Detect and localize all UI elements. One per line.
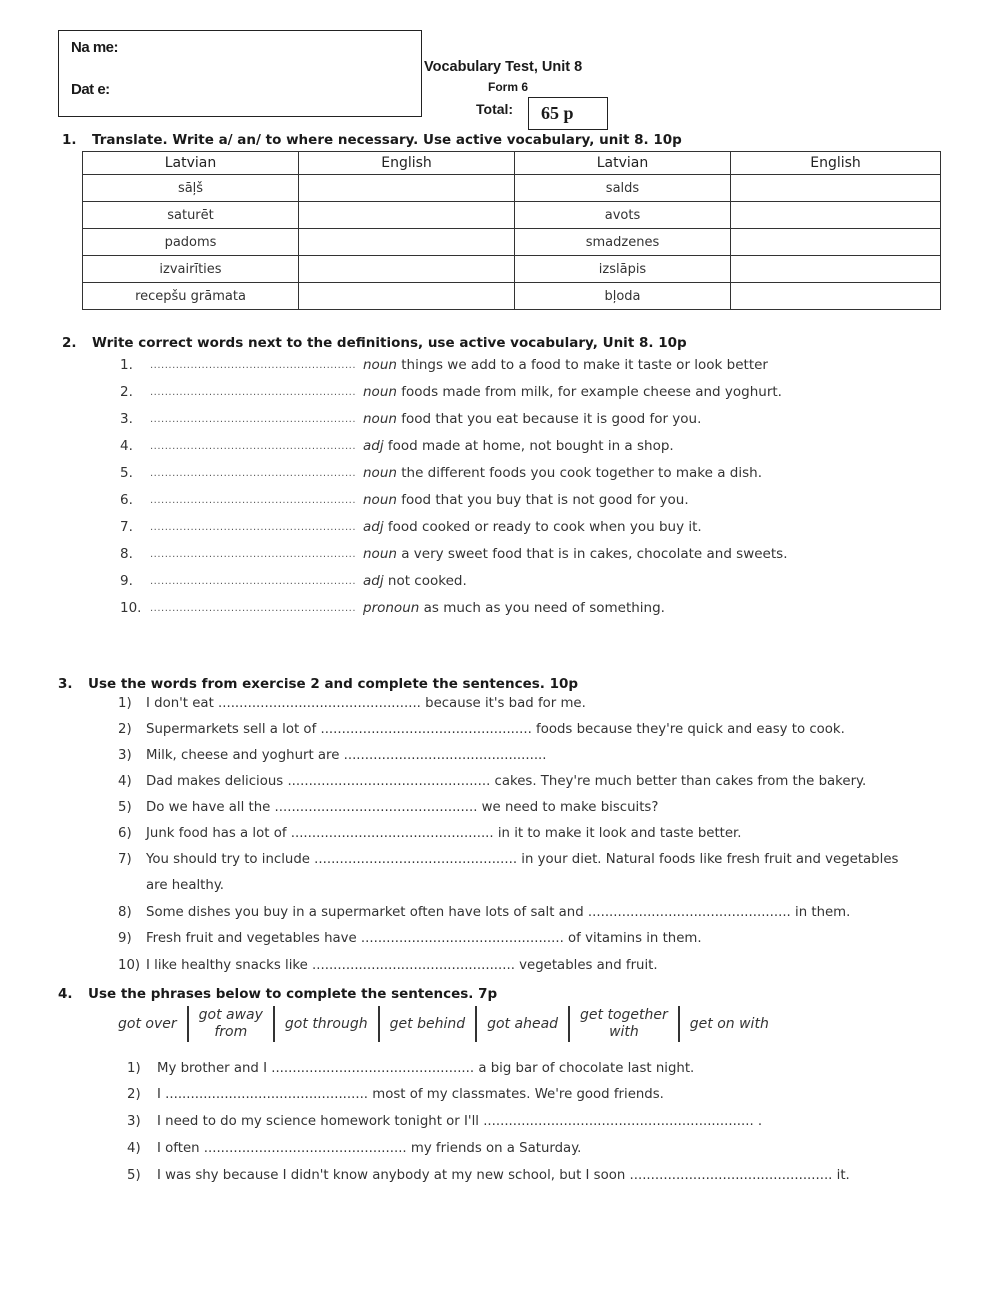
answer-blank[interactable]: ........................................................ [150, 468, 357, 479]
table-row [83, 175, 941, 202]
sentence [127, 1114, 762, 1129]
phrase [275, 1016, 378, 1033]
sentence-number: 2) [118, 722, 132, 737]
name-date-box [58, 30, 422, 117]
sentence-number: 5) [118, 800, 132, 815]
task1-heading [62, 132, 682, 148]
latvian-word: smadzenes [515, 229, 731, 256]
definition-item [120, 492, 880, 519]
total-label: Total: [476, 101, 514, 117]
sentence-text: Junk food has a lot of ................................................ in it to make it look and taste better. [146, 826, 742, 841]
latvian-word: izvairīties [83, 256, 299, 283]
answer-blank[interactable]: ........................................................ [150, 360, 357, 371]
definition-item [120, 573, 880, 600]
task4-title: Use the phrases below to complete the sentences. 7p [88, 986, 498, 1002]
answer-blank[interactable]: ........................................................ [150, 414, 357, 425]
sentence-text: You should try to include ................................................ in your diet. Natural foods like fresh fruit and vegetables [146, 852, 899, 867]
answer-blank[interactable]: ........................................................ [150, 441, 357, 452]
item-number: 1. [120, 357, 133, 373]
sentence [118, 958, 658, 973]
sentence-number: 7) [118, 852, 132, 867]
sentence-text: Do we have all the ................................................ we need to make biscuits? [146, 800, 659, 815]
table-row [83, 256, 941, 283]
phrase-line: got over [118, 1015, 177, 1032]
definition-text: not cooked. [383, 573, 467, 589]
sentence [118, 878, 224, 893]
sentence [118, 696, 586, 711]
sentence-number: 2) [127, 1087, 141, 1102]
latvian-word: salds [515, 175, 731, 202]
task3-number: 3. [58, 676, 73, 692]
sentence-text: Milk, cheese and yoghurt are ................................................ [146, 748, 547, 763]
definition-item [120, 411, 880, 438]
phrase-line: got ahead [487, 1015, 559, 1032]
sentence-text: Fresh fruit and vegetables have ................................................ of vitamins in them. [146, 931, 702, 946]
phrase-bank [108, 1004, 948, 1044]
phrase-line: get on with [689, 1015, 769, 1032]
definition-item [120, 519, 880, 546]
answer-blank[interactable]: ........................................................ [150, 522, 357, 533]
sentence-text: My brother and I ................................................ a big bar of chocolate last night. [157, 1061, 695, 1076]
task1-number: 1. [62, 132, 77, 148]
task4-heading [58, 986, 497, 1002]
sentence [118, 722, 845, 737]
sentence-number: 9) [118, 931, 132, 946]
sentence [118, 826, 742, 841]
test-title: Vocabulary Test, Unit 8 [424, 59, 583, 75]
phrase-line: get behind [389, 1015, 466, 1032]
definition-text: things we add to a food to make it taste or look better [396, 357, 768, 373]
definition-text: food made at home, not bought in a shop. [383, 438, 674, 454]
sentence [127, 1061, 694, 1076]
part-of-speech: noun [363, 411, 397, 427]
english-answer-cell[interactable] [731, 283, 941, 310]
phrase [477, 1016, 568, 1033]
definition-item [120, 438, 880, 465]
sentence-text: I often ................................................ my friends on a Saturday. [157, 1141, 582, 1156]
english-answer-cell[interactable] [299, 175, 515, 202]
answer-blank[interactable]: ........................................................ [150, 495, 357, 506]
sentence [118, 774, 866, 789]
latvian-word: sāļš [83, 175, 299, 202]
definition-item [120, 600, 880, 627]
part-of-speech: adj [363, 519, 384, 535]
item-number: 7. [120, 519, 133, 535]
latvian-word: saturēt [83, 202, 299, 229]
latvian-word: recepšu grāmata [83, 283, 299, 310]
task1-title: Translate. Write a/ an/ to where necessary. Use active vocabulary, unit 8. 10p [92, 132, 682, 148]
answer-blank[interactable]: ........................................................ [150, 387, 357, 398]
sentence-text: are healthy. [146, 878, 225, 893]
phrase [108, 1016, 187, 1033]
definition-text: a very sweet food that is in cakes, chocolate and sweets. [396, 546, 788, 562]
task3-title: Use the words from exercise 2 and complete the sentences. 10p [88, 676, 579, 692]
phrase-line: got through [284, 1015, 368, 1032]
answer-blank[interactable]: ........................................................ [150, 576, 357, 587]
sentence-number: 1) [118, 696, 132, 711]
vocab-table [82, 151, 941, 310]
task2-number: 2. [62, 335, 77, 351]
sentence-number: 3) [118, 748, 132, 763]
sentence-text: I was shy because I didn't know anybody at my new school, but I soon ................................................ it. [157, 1168, 850, 1183]
item-number: 4. [120, 438, 133, 454]
definition-item [120, 465, 880, 492]
date-label: Dat e: [71, 81, 110, 98]
form-label: Form 6 [488, 80, 529, 94]
part-of-speech: noun [363, 465, 397, 481]
item-number: 3. [120, 411, 133, 427]
item-number: 6. [120, 492, 133, 508]
part-of-speech: adj [363, 438, 384, 454]
phrase-line: got away [198, 1007, 263, 1023]
sentence-text: I need to do my science homework tonight or I'll ................................................................ . [157, 1114, 763, 1129]
sentence-number: 8) [118, 905, 132, 920]
item-number: 10. [120, 600, 142, 616]
part-of-speech: noun [363, 546, 397, 562]
sentence-number: 3) [127, 1114, 141, 1129]
definition-text: the different foods you cook together to make a dish. [396, 465, 763, 481]
task3-heading [58, 676, 578, 692]
phrase [570, 1007, 678, 1041]
sentence-number: 4) [118, 774, 132, 789]
phrase-line: get together [580, 1007, 668, 1023]
sentence-text: Some dishes you buy in a supermarket often have lots of salt and ................................................ in them. [146, 905, 851, 920]
sentence [127, 1087, 664, 1102]
item-number: 9. [120, 573, 133, 589]
part-of-speech: noun [363, 384, 397, 400]
task2-heading [62, 335, 687, 351]
definition-text: food cooked or ready to cook when you buy it. [383, 519, 702, 535]
english-answer-cell[interactable] [731, 229, 941, 256]
answer-blank[interactable]: ........................................................ [150, 603, 357, 614]
phrase [380, 1016, 475, 1033]
english-answer-cell[interactable] [731, 202, 941, 229]
table-header-row [83, 152, 941, 175]
sentence-text: Supermarkets sell a lot of .................................................. foods because they're quick and easy to cook. [146, 722, 845, 737]
definition-text: foods made from milk, for example cheese and yoghurt. [396, 384, 782, 400]
sentence-number: 6) [118, 826, 132, 841]
part-of-speech: noun [363, 357, 397, 373]
item-number: 8. [120, 546, 133, 562]
table-row [83, 202, 941, 229]
latvian-word: bļoda [515, 283, 731, 310]
definition-item [120, 357, 880, 384]
sentence-text: Dad makes delicious ................................................ cakes. They're much better than cakes from the bakery. [146, 774, 867, 789]
item-number: 5. [120, 465, 133, 481]
english-answer-cell[interactable] [299, 283, 515, 310]
sentence-number: 1) [127, 1061, 141, 1076]
total-box: 65 p [528, 97, 608, 130]
sentence [118, 748, 547, 763]
phrase [189, 1007, 273, 1041]
definition-item [120, 384, 880, 411]
part-of-speech: adj [363, 573, 384, 589]
sentence-text: I ................................................ most of my classmates. We're good friends. [157, 1087, 664, 1102]
definition-text: food that you eat because it is good for you. [396, 411, 702, 427]
definition-text: food that you buy that is not good for you. [396, 492, 689, 508]
latvian-word: izslāpis [515, 256, 731, 283]
part-of-speech: noun [363, 492, 397, 508]
english-answer-cell[interactable] [731, 256, 941, 283]
part-of-speech: pronoun [363, 600, 420, 616]
table-row [83, 229, 941, 256]
header-latvian: Latvian [83, 152, 299, 175]
sentence [127, 1141, 581, 1156]
sentence-text: I like healthy snacks like ................................................ vegetables and fruit. [146, 958, 658, 973]
answer-blank[interactable]: ........................................................ [150, 549, 357, 560]
phrase-line: with [609, 1024, 639, 1040]
definition-text: as much as you need of something. [419, 600, 665, 616]
task2-title: Write correct words next to the definitions, use active vocabulary, Unit 8. 10p [92, 335, 687, 351]
latvian-word: avots [515, 202, 731, 229]
header-english: English [731, 152, 941, 175]
task4-number: 4. [58, 986, 73, 1002]
table-row [83, 283, 941, 310]
sentence-text: I don't eat ................................................ because it's bad for me. [146, 696, 586, 711]
phrase [680, 1016, 779, 1033]
english-answer-cell[interactable] [299, 229, 515, 256]
sentence-number: 10) [118, 958, 141, 973]
english-answer-cell[interactable] [731, 175, 941, 202]
sentence [118, 931, 702, 946]
header-latvian: Latvian [515, 152, 731, 175]
latvian-word: padoms [83, 229, 299, 256]
sentence-number: 5) [127, 1168, 141, 1183]
header-english: English [299, 152, 515, 175]
sentence [127, 1168, 850, 1183]
item-number: 2. [120, 384, 133, 400]
english-answer-cell[interactable] [299, 256, 515, 283]
phrase-line: from [214, 1024, 248, 1040]
english-answer-cell[interactable] [299, 202, 515, 229]
sentence [118, 852, 898, 867]
sentence [118, 905, 850, 920]
name-label: Na me: [71, 39, 119, 56]
sentence-number: 4) [127, 1141, 141, 1156]
definition-item [120, 546, 880, 573]
sentence [118, 800, 658, 815]
